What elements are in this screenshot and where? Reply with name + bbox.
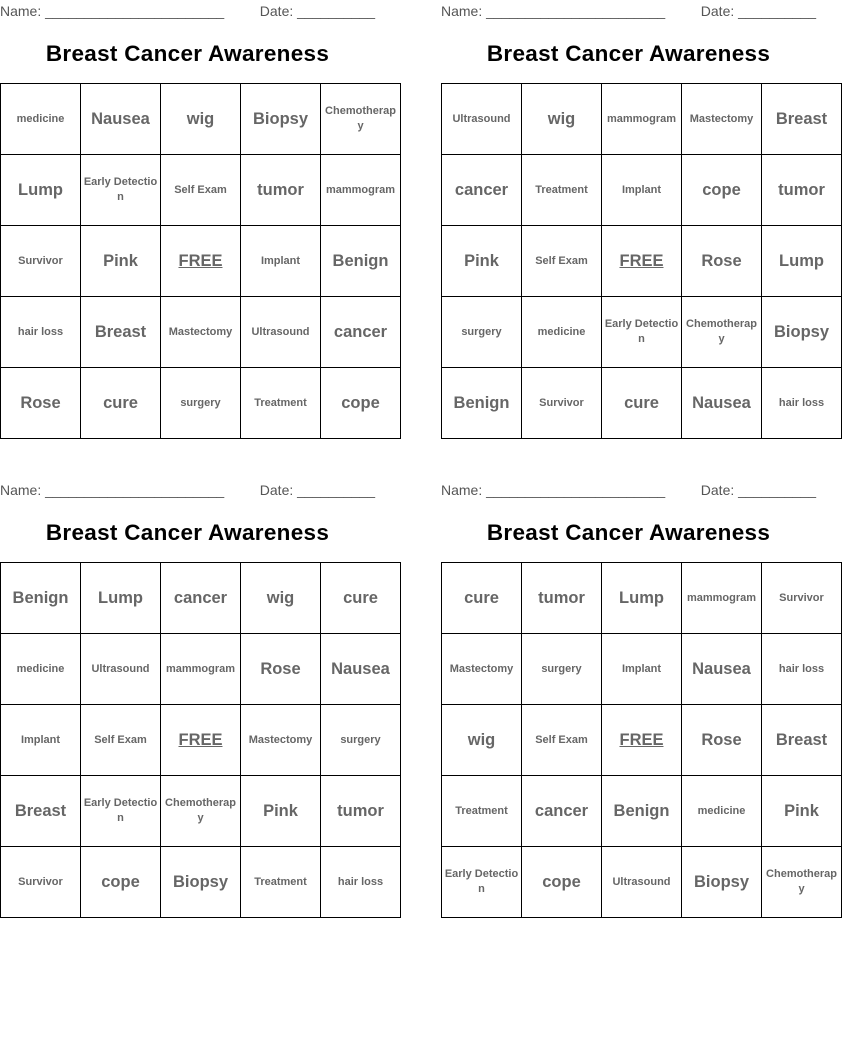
grid-cell: cope <box>682 155 762 226</box>
grid-cell: mammogram <box>682 563 762 634</box>
grid-row <box>442 297 842 368</box>
name-field: Name: _______________________ <box>0 482 225 498</box>
card-title: Breast Cancer Awareness <box>486 41 771 66</box>
grid-cell: Early Detection <box>442 847 522 918</box>
date-field: Date: __________ <box>259 3 375 19</box>
grid-cell: Treatment <box>442 776 522 847</box>
grid-cell: Chemotherapy <box>161 776 241 847</box>
grid-cell: Ultrasound <box>602 847 682 918</box>
grid-cell: Implant <box>602 155 682 226</box>
grid-cell: cure <box>321 563 401 634</box>
grid-cell: mammogram <box>321 155 401 226</box>
grid-row <box>1 847 401 918</box>
grid-row <box>442 847 842 918</box>
grid-cell: Benign <box>321 226 401 297</box>
grid-cell: Nausea <box>682 368 762 439</box>
grid-row <box>1 705 401 776</box>
grid-cell: Nausea <box>81 84 161 155</box>
name-field: Name: _______________________ <box>441 3 666 19</box>
grid-cell: Breast <box>1 776 81 847</box>
grid-row <box>1 226 401 297</box>
grid-cell: Chemotherapy <box>682 297 762 368</box>
grid-cell: cure <box>602 368 682 439</box>
grid-cell: Biopsy <box>241 84 321 155</box>
grid-cell: Nausea <box>682 634 762 705</box>
bingo-grid <box>441 562 842 918</box>
grid-cell: Self Exam <box>161 155 241 226</box>
grid-cell: tumor <box>241 155 321 226</box>
grid-cell: hair loss <box>762 368 842 439</box>
grid-cell: Treatment <box>522 155 602 226</box>
free-space: FREE <box>602 226 682 297</box>
grid-row <box>1 297 401 368</box>
grid-cell: Lump <box>602 563 682 634</box>
grid-cell: Mastectomy <box>241 705 321 776</box>
date-field: Date: __________ <box>259 482 375 498</box>
grid-cell: cope <box>81 847 161 918</box>
free-space: FREE <box>161 705 241 776</box>
grid-cell: wig <box>522 84 602 155</box>
grid-cell: hair loss <box>762 634 842 705</box>
grid-cell: surgery <box>522 634 602 705</box>
grid-cell: Treatment <box>241 847 321 918</box>
grid-cell: Lump <box>762 226 842 297</box>
card-title: Breast Cancer Awareness <box>45 41 330 66</box>
grid-cell: Chemotherapy <box>762 847 842 918</box>
grid-row <box>442 84 842 155</box>
grid-cell: Mastectomy <box>161 297 241 368</box>
grid-cell: Mastectomy <box>682 84 762 155</box>
grid-row <box>1 84 401 155</box>
grid-cell: Benign <box>602 776 682 847</box>
grid-cell: mammogram <box>161 634 241 705</box>
bingo-grid <box>441 83 842 439</box>
grid-row <box>442 155 842 226</box>
grid-cell: Ultrasound <box>81 634 161 705</box>
grid-cell: Benign <box>1 563 81 634</box>
bingo-grid <box>0 562 401 918</box>
grid-cell: cope <box>522 847 602 918</box>
grid-cell: Biopsy <box>762 297 842 368</box>
grid-cell: Survivor <box>762 563 842 634</box>
bingo-grid <box>0 83 401 439</box>
grid-cell: surgery <box>442 297 522 368</box>
grid-cell: Survivor <box>522 368 602 439</box>
grid-cell: wig <box>442 705 522 776</box>
name-field: Name: _______________________ <box>0 3 225 19</box>
grid-cell: cope <box>321 368 401 439</box>
grid-row <box>1 155 401 226</box>
grid-cell: Implant <box>241 226 321 297</box>
date-field: Date: __________ <box>700 3 816 19</box>
grid-cell: Implant <box>602 634 682 705</box>
grid-cell: Lump <box>1 155 81 226</box>
grid-cell: Mastectomy <box>442 634 522 705</box>
card-title: Breast Cancer Awareness <box>45 520 330 545</box>
card-header <box>0 479 375 501</box>
grid-row <box>442 776 842 847</box>
grid-cell: wig <box>241 563 321 634</box>
grid-cell: Lump <box>81 563 161 634</box>
grid-cell: Rose <box>682 226 762 297</box>
grid-row <box>1 634 401 705</box>
grid-cell: medicine <box>522 297 602 368</box>
grid-cell: Benign <box>442 368 522 439</box>
grid-row <box>1 776 401 847</box>
card-title: Breast Cancer Awareness <box>486 520 771 545</box>
grid-cell: Chemotherapy <box>321 84 401 155</box>
date-field: Date: __________ <box>700 482 816 498</box>
grid-cell: Breast <box>762 84 842 155</box>
grid-cell: hair loss <box>321 847 401 918</box>
grid-cell: Rose <box>682 705 762 776</box>
grid-cell: Self Exam <box>522 226 602 297</box>
grid-cell: Nausea <box>321 634 401 705</box>
grid-cell: Self Exam <box>81 705 161 776</box>
grid-row <box>442 705 842 776</box>
grid-cell: Early Detection <box>81 155 161 226</box>
grid-cell: surgery <box>161 368 241 439</box>
grid-cell: Ultrasound <box>241 297 321 368</box>
grid-cell: Pink <box>442 226 522 297</box>
grid-cell: cure <box>81 368 161 439</box>
grid-cell: Ultrasound <box>442 84 522 155</box>
grid-cell: tumor <box>321 776 401 847</box>
card-header <box>441 479 816 501</box>
grid-cell: Breast <box>762 705 842 776</box>
grid-cell: mammogram <box>602 84 682 155</box>
card-header <box>0 0 375 22</box>
grid-cell: tumor <box>522 563 602 634</box>
grid-cell: cancer <box>161 563 241 634</box>
grid-cell: medicine <box>1 634 81 705</box>
grid-cell: cancer <box>321 297 401 368</box>
grid-cell: Pink <box>241 776 321 847</box>
grid-cell: Rose <box>1 368 81 439</box>
grid-cell: Pink <box>81 226 161 297</box>
grid-cell: tumor <box>762 155 842 226</box>
grid-cell: cure <box>442 563 522 634</box>
free-space: FREE <box>602 705 682 776</box>
grid-cell: cancer <box>442 155 522 226</box>
grid-cell: Treatment <box>241 368 321 439</box>
grid-cell: surgery <box>321 705 401 776</box>
grid-cell: Early Detection <box>602 297 682 368</box>
grid-row <box>1 563 401 634</box>
name-field: Name: _______________________ <box>441 482 666 498</box>
grid-cell: Biopsy <box>161 847 241 918</box>
grid-cell: cancer <box>522 776 602 847</box>
free-space: FREE <box>161 226 241 297</box>
grid-cell: Survivor <box>1 226 81 297</box>
grid-row <box>442 226 842 297</box>
grid-cell: Pink <box>762 776 842 847</box>
grid-cell: Biopsy <box>682 847 762 918</box>
grid-cell: medicine <box>1 84 81 155</box>
grid-cell: Rose <box>241 634 321 705</box>
grid-row <box>1 368 401 439</box>
grid-cell: Self Exam <box>522 705 602 776</box>
grid-row <box>442 634 842 705</box>
grid-row <box>442 563 842 634</box>
grid-cell: wig <box>161 84 241 155</box>
grid-cell: Early Detection <box>81 776 161 847</box>
grid-cell: Survivor <box>1 847 81 918</box>
grid-cell: medicine <box>682 776 762 847</box>
grid-cell: hair loss <box>1 297 81 368</box>
grid-cell: Implant <box>1 705 81 776</box>
grid-cell: Breast <box>81 297 161 368</box>
grid-row <box>442 368 842 439</box>
card-header <box>441 0 816 22</box>
